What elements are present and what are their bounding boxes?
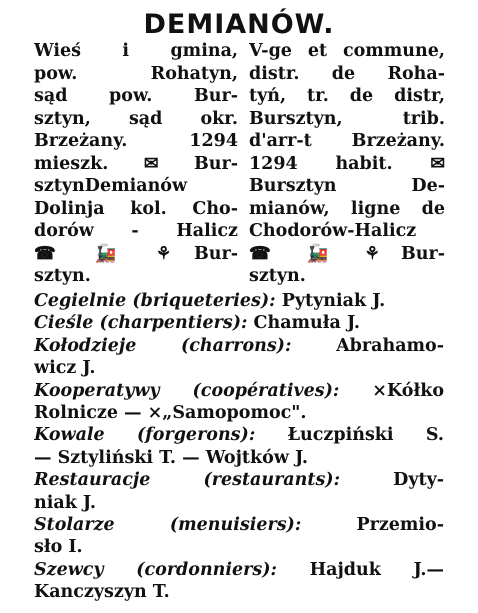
entry-names: Dyty-	[340, 470, 444, 491]
entry-line	[34, 514, 444, 536]
entry-line	[34, 312, 444, 334]
entry-category: Stolarze	[34, 514, 115, 535]
polish-description-column	[34, 40, 238, 288]
entry-category-french: (restaurants):	[203, 470, 341, 491]
french-line: sztyn.	[249, 266, 306, 286]
polish-line: Brzeżany. 1294	[34, 131, 238, 151]
entry-line	[34, 380, 444, 402]
directory-entry	[34, 424, 444, 469]
directory-entry	[34, 380, 444, 425]
polish-line: sztyn.	[34, 266, 91, 286]
polish-line: sztynDemianów	[34, 176, 188, 196]
french-line: Bursztyn, trib.	[249, 108, 445, 129]
entry-category: Kooperatywy	[34, 380, 160, 401]
page-title: DEMIANÓW.	[143, 9, 335, 40]
french-description-column	[249, 40, 445, 288]
polish-line: mieszk. ✉ Bur-	[34, 153, 238, 174]
entry-category: Szewcy	[34, 559, 104, 580]
entry-names: Hajduk J.—	[277, 559, 444, 580]
entry-category-french: (briqueteries):	[132, 291, 276, 311]
entry-category-french: (forgerons):	[137, 425, 256, 446]
polish-line: Dolinja kol. Cho-	[34, 198, 238, 219]
entry-line: sło I.	[34, 537, 83, 558]
french-line: mianów, ligne de	[249, 198, 445, 219]
directory-entry	[34, 469, 444, 514]
french-line: ☎ 🚂 ⚘ Bur-	[249, 243, 445, 264]
entry-category-french: (charpentiers):	[99, 313, 248, 334]
entry-category: Cegielnie	[34, 291, 127, 311]
entry-line: — Sztyliński T. — Wojtków J.	[34, 447, 308, 468]
polish-line: sztyn, sąd okr.	[34, 108, 238, 129]
entry-names: ×Kółko	[339, 380, 444, 401]
polish-line: dorów - Halicz	[34, 221, 238, 241]
polish-line: Wieś i gmina,	[34, 41, 238, 61]
entry-category: Cieśle	[34, 313, 94, 334]
entry-names: Pytyniak J.	[275, 291, 386, 311]
french-line: 1294 habit. ✉	[249, 153, 445, 174]
polish-line: sąd pow. Bur-	[34, 86, 238, 106]
entry-names: Chamuła J.	[247, 313, 360, 334]
entry-category-french: (menuisiers):	[169, 514, 302, 535]
business-entries-list	[34, 290, 444, 603]
entry-category: Kołodzieje	[34, 335, 137, 356]
french-line: Bursztyn De-	[249, 176, 445, 196]
french-line: tyń, tr. de distr,	[249, 86, 445, 106]
polish-line: pow. Rohatyn,	[34, 63, 238, 84]
entry-line	[34, 290, 444, 312]
entry-names: Łuczpiński S.	[255, 425, 444, 446]
entry-names: Abrahamo-	[291, 335, 444, 356]
entry-line: wicz J.	[34, 358, 96, 379]
entry-line: niak J.	[34, 492, 96, 513]
entry-line	[34, 424, 444, 446]
entry-line: Kanczyszyn T.	[34, 582, 170, 603]
entry-line	[34, 335, 444, 357]
french-line: Chodorów-Halicz	[249, 221, 417, 241]
entry-category: Kowale	[34, 425, 105, 446]
french-line: d'arr-t Brzeżany.	[249, 131, 445, 151]
polish-line: ☎ 🚂 ⚘ Bur-	[34, 243, 238, 264]
entry-line	[34, 559, 444, 581]
entry-category-french: (coopératives):	[192, 380, 340, 401]
entry-category: Restauracje	[34, 470, 151, 491]
directory-entry	[34, 514, 444, 559]
directory-entry	[34, 335, 444, 380]
entry-names: Przemio-	[301, 514, 444, 535]
french-line: distr. de Roha-	[249, 63, 445, 84]
entry-line: Rolnicze — ×„Samopomoc".	[34, 402, 307, 423]
entry-line	[34, 469, 444, 491]
entry-category-french: (charrons):	[181, 335, 292, 356]
directory-entry	[34, 312, 444, 334]
directory-entry	[34, 290, 444, 312]
french-line: V-ge et commune,	[249, 41, 445, 61]
entry-category-french: (cordonniers):	[136, 559, 277, 580]
directory-entry	[34, 559, 444, 604]
